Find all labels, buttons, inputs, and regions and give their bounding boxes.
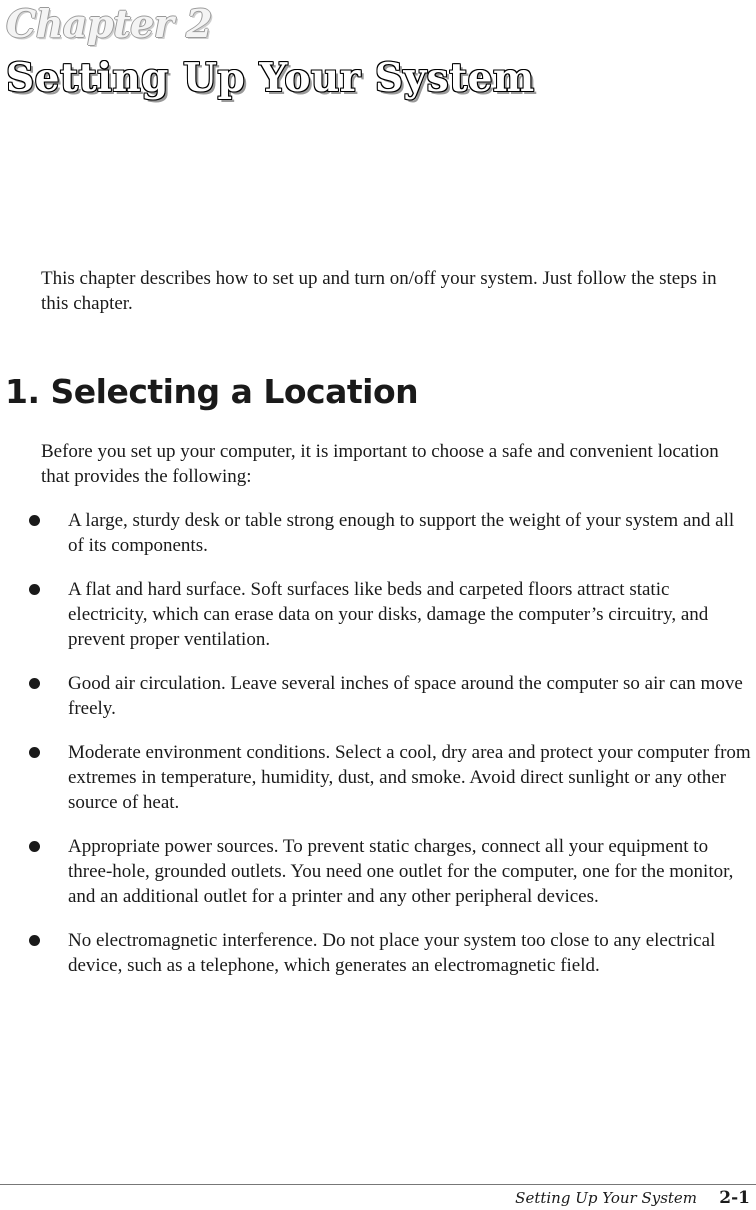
list-item: [29, 834, 753, 909]
list-item-text: Appropriate power sources. To prevent static charges, connect all your equipment to three-hole, grounded outlets. You need one outlet for the computer, one for the monitor, and an additional outlet for a printer and any other peripheral devices.: [68, 836, 734, 907]
list-item-text: No electromagnetic interference. Do not place your system too close to any electrical device, such as a telephone, which generates an electromagnetic field.: [68, 930, 716, 976]
section-intro-paragraph: Before you set up your computer, it is important to choose a safe and convenient location that provides the following:: [41, 441, 719, 487]
list-item-text: Good air circulation. Leave several inches of space around the computer so air can move freely.: [68, 673, 743, 719]
chapter-label: Chapter 2: [6, 1, 212, 46]
bullet-icon: [29, 678, 40, 689]
bullet-icon: [29, 584, 40, 595]
page-number: 2-1: [719, 1188, 750, 1208]
bullet-icon: [29, 747, 40, 758]
chapter-intro-paragraph: This chapter describes how to set up and turn on/off your system. Just follow the steps in this chapter.: [41, 268, 717, 314]
list-item-text: A flat and hard surface. Soft surfaces like beds and carpeted floors attract static electricity, which can erase data on your disks, damage the computer’s circuitry, and prevent proper ventilation.: [68, 579, 709, 650]
footer-running-title: Setting Up Your System: [515, 1189, 698, 1207]
list-item-text: A large, sturdy desk or table strong enough to support the weight of your system and all of its components.: [68, 510, 735, 556]
chapter-title: Setting Up Your System: [6, 55, 535, 101]
page-footer: [515, 1186, 750, 1210]
list-item: [29, 671, 753, 721]
list-item-text: Moderate environment conditions. Select a cool, dry area and protect your computer from extremes in temperature, humidity, dust, and smoke. Avoid direct sunlight or any other source of heat.: [68, 742, 751, 813]
list-item: [29, 577, 753, 652]
requirements-list: [29, 508, 753, 997]
footer-divider: [0, 1184, 756, 1185]
bullet-icon: [29, 935, 40, 946]
section-heading: 1. Selecting a Location: [5, 372, 419, 411]
list-item: [29, 928, 753, 978]
bullet-icon: [29, 841, 40, 852]
bullet-icon: [29, 515, 40, 526]
list-item: [29, 508, 753, 558]
list-item: [29, 740, 753, 815]
